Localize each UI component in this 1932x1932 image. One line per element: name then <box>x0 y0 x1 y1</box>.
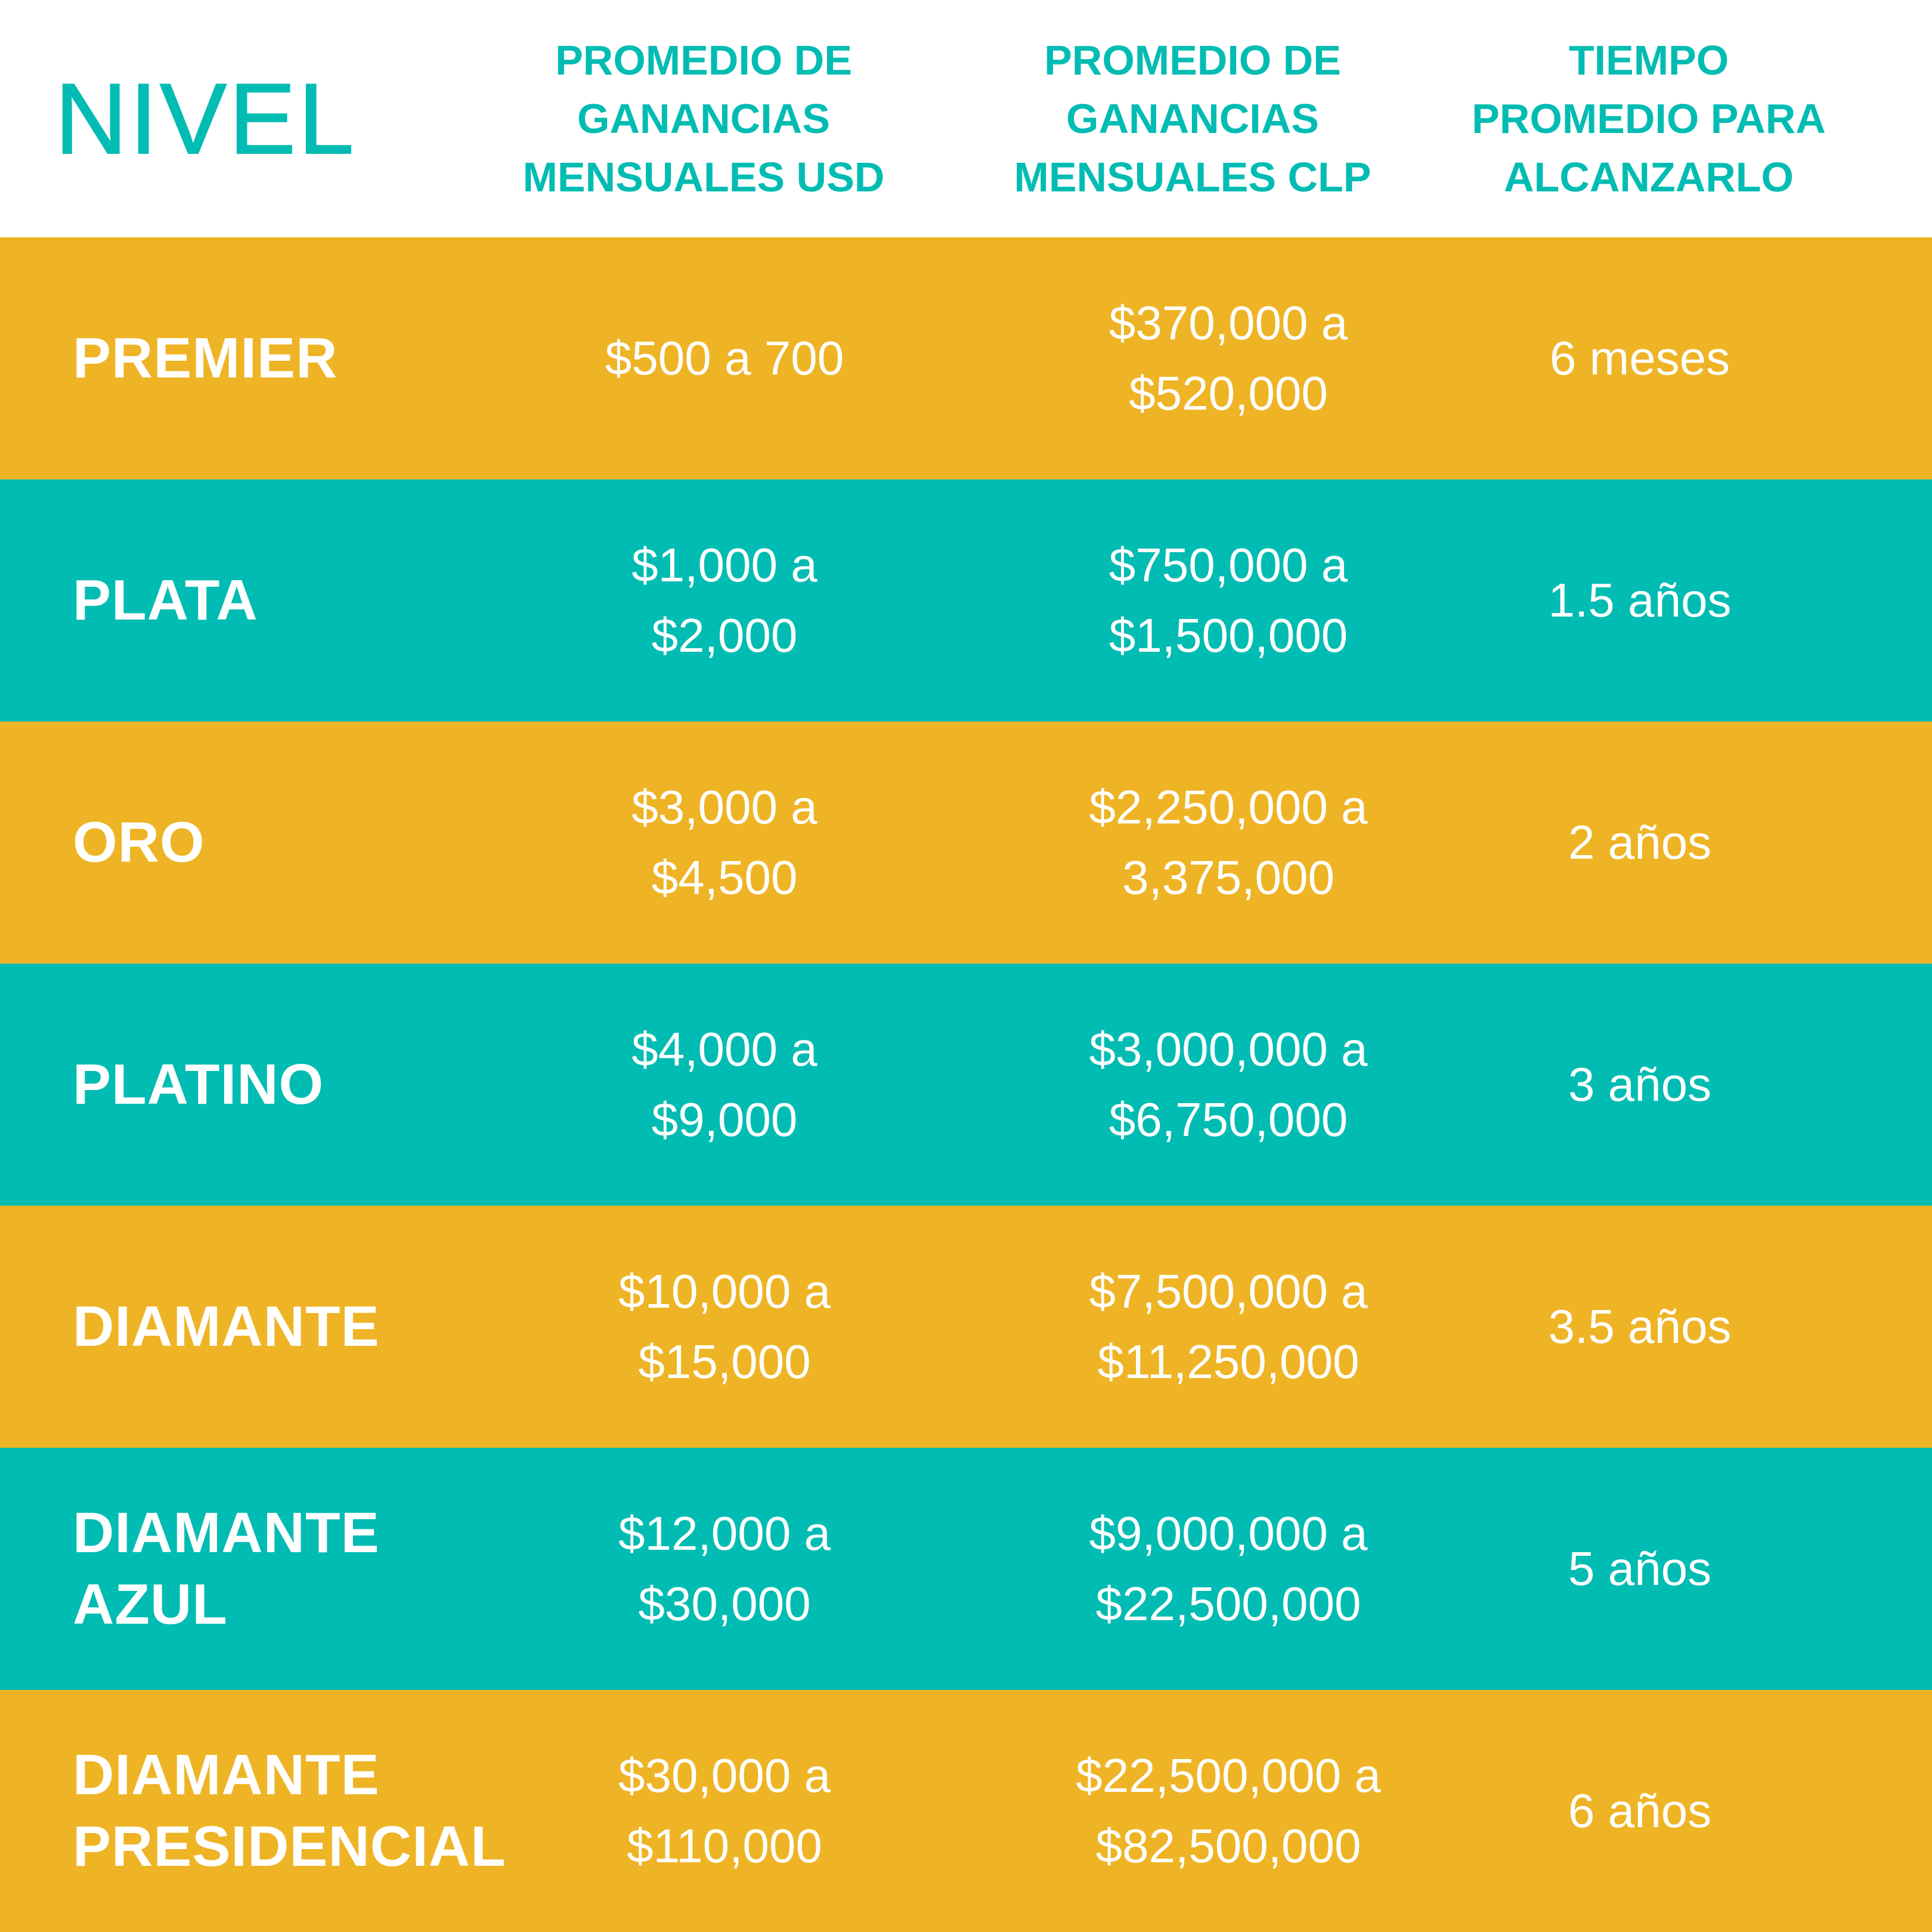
time-to-reach: 2 años <box>1568 816 1712 869</box>
time-to-reach: 3 años <box>1568 1058 1712 1111</box>
usd-earnings: $1,000 a $2,000 <box>631 538 818 662</box>
level-name: ORO <box>73 810 205 874</box>
clp-earnings: $9,000,000 a $22,500,000 <box>1089 1507 1368 1630</box>
clp-earnings: $3,000,000 a $6,750,000 <box>1089 1023 1368 1146</box>
usd-earnings: $12,000 a $30,000 <box>618 1507 831 1630</box>
time-to-reach: 6 meses <box>1549 332 1730 385</box>
header-col-time: TIEMPO PROMEDIO PARA ALCANZARLO <box>1472 37 1826 200</box>
table-row <box>0 1448 1932 1690</box>
usd-earnings: $30,000 a $110,000 <box>618 1749 831 1872</box>
table-row <box>0 964 1932 1206</box>
level-name: PLATINO <box>73 1052 324 1116</box>
table-header <box>0 0 1932 237</box>
clp-earnings: $2,250,000 a 3,375,000 <box>1089 781 1368 904</box>
clp-earnings: $370,000 a $520,000 <box>1109 296 1348 420</box>
table-row <box>0 237 1932 479</box>
clp-earnings: $750,000 a $1,500,000 <box>1109 538 1348 662</box>
level-name: DIAMANTE <box>73 1295 380 1358</box>
table-row <box>0 722 1932 964</box>
table-row <box>0 1690 1932 1932</box>
time-to-reach: 5 años <box>1568 1542 1712 1595</box>
clp-earnings: $7,500,000 a $11,250,000 <box>1089 1265 1368 1388</box>
usd-earnings: $500 a 700 <box>605 332 844 385</box>
table-row <box>0 479 1932 722</box>
clp-earnings: $22,500,000 a $82,500,000 <box>1076 1749 1381 1872</box>
usd-earnings: $3,000 a $4,500 <box>631 781 818 904</box>
level-name: PLATA <box>73 568 258 632</box>
header-title: NIVEL <box>55 62 357 175</box>
table-row <box>0 1206 1932 1448</box>
header-col-usd: PROMEDIO DE GANANCIAS MENSUALES USD <box>522 37 885 200</box>
level-name: PREMIER <box>73 326 338 390</box>
level-name: DIAMANTE PRESIDENCIAL <box>73 1743 506 1878</box>
table-body <box>0 237 1932 1932</box>
level-name: DIAMANTE AZUL <box>73 1501 380 1636</box>
usd-earnings: $4,000 a $9,000 <box>631 1023 818 1146</box>
usd-earnings: $10,000 a $15,000 <box>618 1265 831 1388</box>
time-to-reach: 6 años <box>1568 1784 1712 1837</box>
time-to-reach: 1.5 años <box>1548 574 1732 627</box>
header-col-clp: PROMEDIO DE GANANCIAS MENSUALES CLP <box>1014 37 1371 200</box>
time-to-reach: 3.5 años <box>1548 1300 1732 1353</box>
